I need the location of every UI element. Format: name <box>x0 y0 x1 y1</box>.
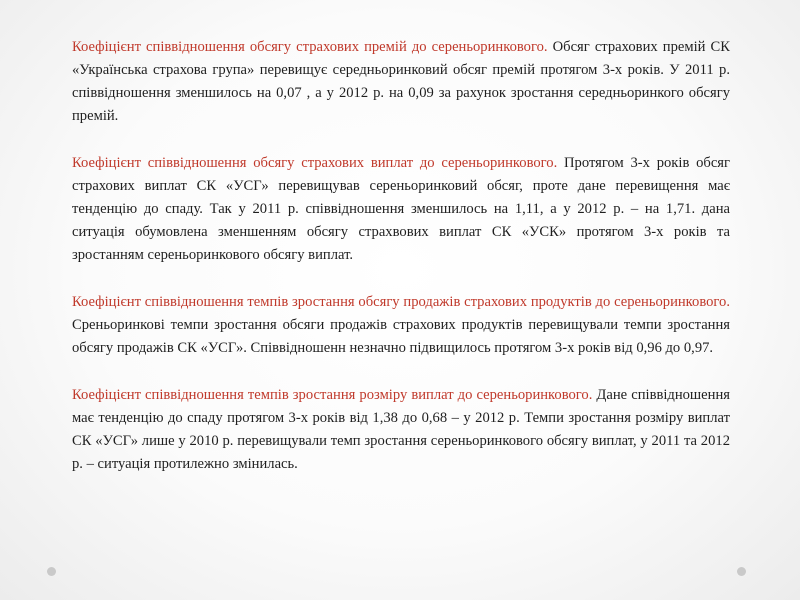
paragraph-premiums <box>72 36 730 128</box>
paragraph-heading: Коефіцієнт співвідношення темпів зростання обсягу продажів страхових продуктів до сереньоринкового. <box>72 294 730 310</box>
paragraph-body: Дане співвідношення має тенденцію до спаду протягом 3-х років від 1,38 до 0,68 – у 2012 р. Темпи зростання розміру виплат СК «УСГ» лише у 2010 р. перевищували темп зростання сереньоринкового обсягу виплат, у 2011 та 2012 р. – ситуація протилежно змінилась. <box>72 387 730 472</box>
text-block <box>72 36 730 500</box>
paragraph-body: Обсяг страхових премій СК «Українська страхова група» перевищує середньоринковий обсяг премій протягом 3-х років. У 2011 р. співвідношення зменшилось на 0,07 , а у 2012 р. на 0,09 за рахунок зростання середньоринкого обсягу премій. <box>72 39 730 124</box>
paragraph-heading: Коефіцієнт співвідношення темпів зростання розміру виплат до сереньоринкового. <box>72 387 593 403</box>
paragraph-payouts <box>72 152 730 267</box>
decorative-dot-left <box>47 567 56 576</box>
paragraph-sales-growth <box>72 291 730 360</box>
paragraph-body: Протягом 3-х років обсяг страхових виплат СК «УСГ» перевищував сереньоринковий обсяг, проте дане перевищення має тенденцію до спаду. Так у 2011 р. співвідношення зменшилось на 1,11, а у 2012 р. – на 1,71. дана ситуація обумовлена зменшенням обсягу страхвових виплат СК «УСК» протягом 3-х років та зростанням сереньоринкового обсягу виплат. <box>72 155 730 263</box>
decorative-dot-right <box>737 567 746 576</box>
paragraph-heading: Коефіцієнт співвідношення обсягу страхових премій до сереньоринкового. <box>72 39 548 55</box>
paragraph-payout-growth <box>72 384 730 476</box>
paragraph-body: Среньоринкові темпи зростання обсяги продажів страхових продуктів перевищували темпи зростання обсягу продажів СК «УСГ». Співвідношенн незначно підвищилось протягом 3-х років від 0,96 до 0,97. <box>72 317 730 356</box>
paragraph-heading: Коефіцієнт співвідношення обсягу страхових виплат до сереньоринкового. <box>72 155 558 171</box>
